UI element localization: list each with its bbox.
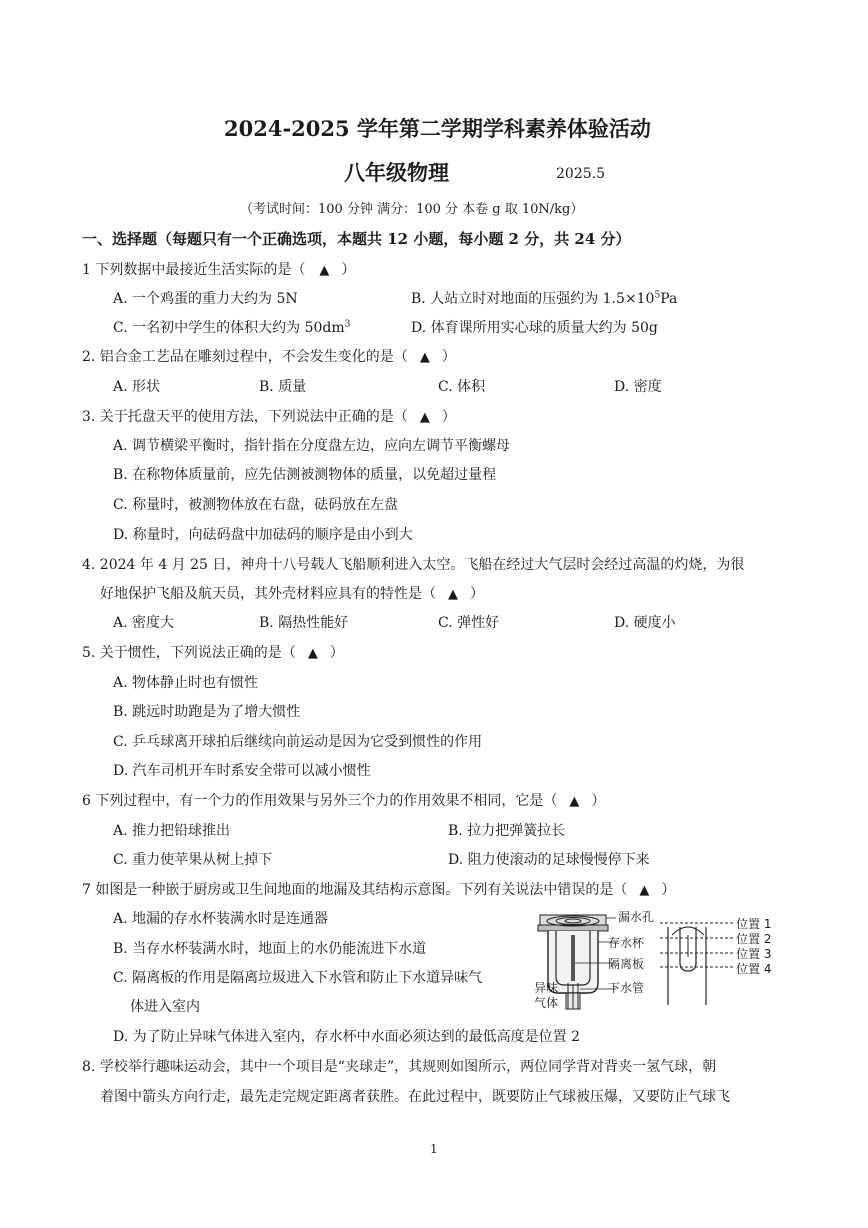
label-position-4: 位置 4 bbox=[736, 962, 772, 976]
label-drain-hole: 漏水孔 bbox=[618, 910, 655, 924]
label-position-2: 位置 2 bbox=[736, 932, 772, 946]
q7-option-d: D. 为了防止异味气体进入室内，存水杯中水面必须达到的最低高度是位置 2 bbox=[113, 1029, 580, 1045]
q4-option-d: D. 硬度小 bbox=[614, 615, 676, 631]
question-1-stem: 1 下列数据中最接近生活实际的是（ ▲ ） bbox=[82, 262, 356, 278]
question-3-stem: 3. 关于托盘天平的使用方法，下列说法中正确的是（ ▲ ） bbox=[82, 409, 456, 425]
section-heading: 一、选择题（每题只有一个正确选项，本题共 12 小题，每小题 2 分，共 24 分） bbox=[82, 230, 631, 248]
q7-option-b: B. 当存水杯装满水时，地面上的水仍能流进下水道 bbox=[113, 941, 427, 957]
exam-title: 2024-2025 学年第二学期学科素养体验活动 bbox=[224, 116, 651, 141]
q1-option-c: C. 一名初中学生的体积大约为 $50dm^3$ bbox=[113, 319, 351, 336]
q2-option-c: C. 体积 bbox=[438, 379, 486, 395]
subject-title: 八年级物理 bbox=[344, 160, 449, 185]
q6-option-a: A. 推力把铅球推出 bbox=[113, 823, 231, 839]
q3-option-c: C. 称量时，被测物体放在右盘，砝码放在左盘 bbox=[113, 497, 399, 513]
q5-option-b: B. 跳远时助跑是为了增大惯性 bbox=[113, 704, 301, 720]
label-odor: 异味 bbox=[534, 981, 559, 995]
question-8-line2: 着图中箭头方向行走，最先走完规定距离者获胜。在此过程中，既要防止气球被压爆，又要防止气球飞 bbox=[100, 1089, 730, 1105]
answer-blank-icon: ▲ bbox=[419, 350, 430, 365]
answer-blank-icon: ▲ bbox=[569, 794, 580, 809]
question-2-stem: 2. 铝合金工艺品在雕刻过程中，不会发生变化的是（ ▲ ） bbox=[82, 349, 456, 365]
q2-option-a: A. 形状 bbox=[113, 379, 161, 395]
question-7-stem: 7 如图是一种嵌于厨房或卫生间地面的地漏及其结构示意图。下列有关说法中错误的是（ ▲ ） bbox=[82, 882, 676, 898]
q3-option-b: B. 在称物体质量前，应先估测被测物体的质量，以免超过量程 bbox=[113, 467, 497, 483]
q4-option-a: A. 密度大 bbox=[113, 615, 175, 631]
floor-drain-diagram bbox=[520, 905, 780, 1010]
q6-option-c: C. 重力使苹果从树上掉下 bbox=[113, 852, 273, 868]
q4-option-b: B. 隔热性能好 bbox=[259, 615, 349, 631]
q6-option-d: D. 阻力使滚动的足球慢慢停下来 bbox=[448, 852, 650, 868]
answer-blank-icon: ▲ bbox=[419, 410, 430, 425]
label-drain-pipe: 下水管 bbox=[608, 981, 645, 995]
q1-option-d: D. 体育课所用实心球的质量大约为 50g bbox=[411, 320, 658, 336]
q7-option-a: A. 地漏的存水杯装满水时是连通器 bbox=[113, 911, 329, 927]
q4-option-c: C. 弹性好 bbox=[438, 615, 500, 631]
exam-date: 2025.5 bbox=[556, 166, 605, 182]
q1-option-b: B. 人站立时对地面的压强约为 $1.5\times 10^5Pa$ bbox=[411, 290, 678, 307]
exam-info: （考试时间：100 分钟 满分：100 分 本卷 g 取 10N/kg） bbox=[240, 202, 584, 217]
answer-blank-icon: ▲ bbox=[307, 646, 318, 661]
label-partition-plate: 隔离板 bbox=[608, 957, 645, 971]
q6-option-b: B. 拉力把弹簧拉长 bbox=[448, 823, 566, 839]
label-position-3: 位置 3 bbox=[736, 947, 772, 961]
q1-option-a: A. 一个鸡蛋的重力大约为 5N bbox=[113, 291, 298, 307]
q7-option-c-line2: 体进入室内 bbox=[130, 999, 200, 1015]
label-gas: 气体 bbox=[534, 996, 559, 1010]
q7-option-c-line1: C. 隔离板的作用是隔离垃圾进入下水管和防止下水道异味气 bbox=[113, 970, 483, 986]
q5-option-a: A. 物体静止时也有惯性 bbox=[113, 675, 259, 691]
question-5-stem: 5. 关于惯性，下列说法正确的是（ ▲ ） bbox=[82, 645, 344, 661]
question-4-stem-line2: 好地保护飞船及航天员，其外壳材料应具有的特性是（ ▲ ） bbox=[100, 586, 484, 602]
page-number: 1 bbox=[430, 1142, 438, 1156]
q5-option-d: D. 汽车司机开车时系安全带可以减小惯性 bbox=[113, 763, 371, 779]
label-water-cup: 存水杯 bbox=[608, 936, 645, 950]
question-4-stem-line1: 4. 2024 年 4 月 25 日，神舟十八号载人飞船顺利进入太空。飞船在经过大气层时会经过高温的灼烧，为很 bbox=[82, 557, 745, 573]
question-8-line1: 8. 学校举行趣味运动会，其中一个项目是“夹球走”，其规则如图所示，两位同学背对背夹一氢气球，朝 bbox=[82, 1059, 717, 1075]
label-position-1: 位置 1 bbox=[736, 917, 772, 931]
q5-option-c: C. 乒乓球离开球拍后继续向前运动是因为它受到惯性的作用 bbox=[113, 734, 483, 750]
answer-blank-icon: ▲ bbox=[448, 587, 458, 602]
answer-blank-icon: ▲ bbox=[639, 883, 650, 898]
q2-option-b: B. 质量 bbox=[259, 379, 307, 395]
question-6-stem: 6 下列过程中，有一个力的作用效果与另外三个力的作用效果不相同，它是（ ▲ ） bbox=[82, 793, 606, 809]
q3-option-a: A. 调节横梁平衡时，指针指在分度盘左边，应向左调节平衡螺母 bbox=[113, 438, 511, 454]
q2-option-d: D. 密度 bbox=[614, 379, 662, 395]
answer-blank-icon: ▲ bbox=[319, 263, 330, 278]
q3-option-d: D. 称量时，向砝码盘中加砝码的顺序是由小到大 bbox=[113, 527, 413, 543]
